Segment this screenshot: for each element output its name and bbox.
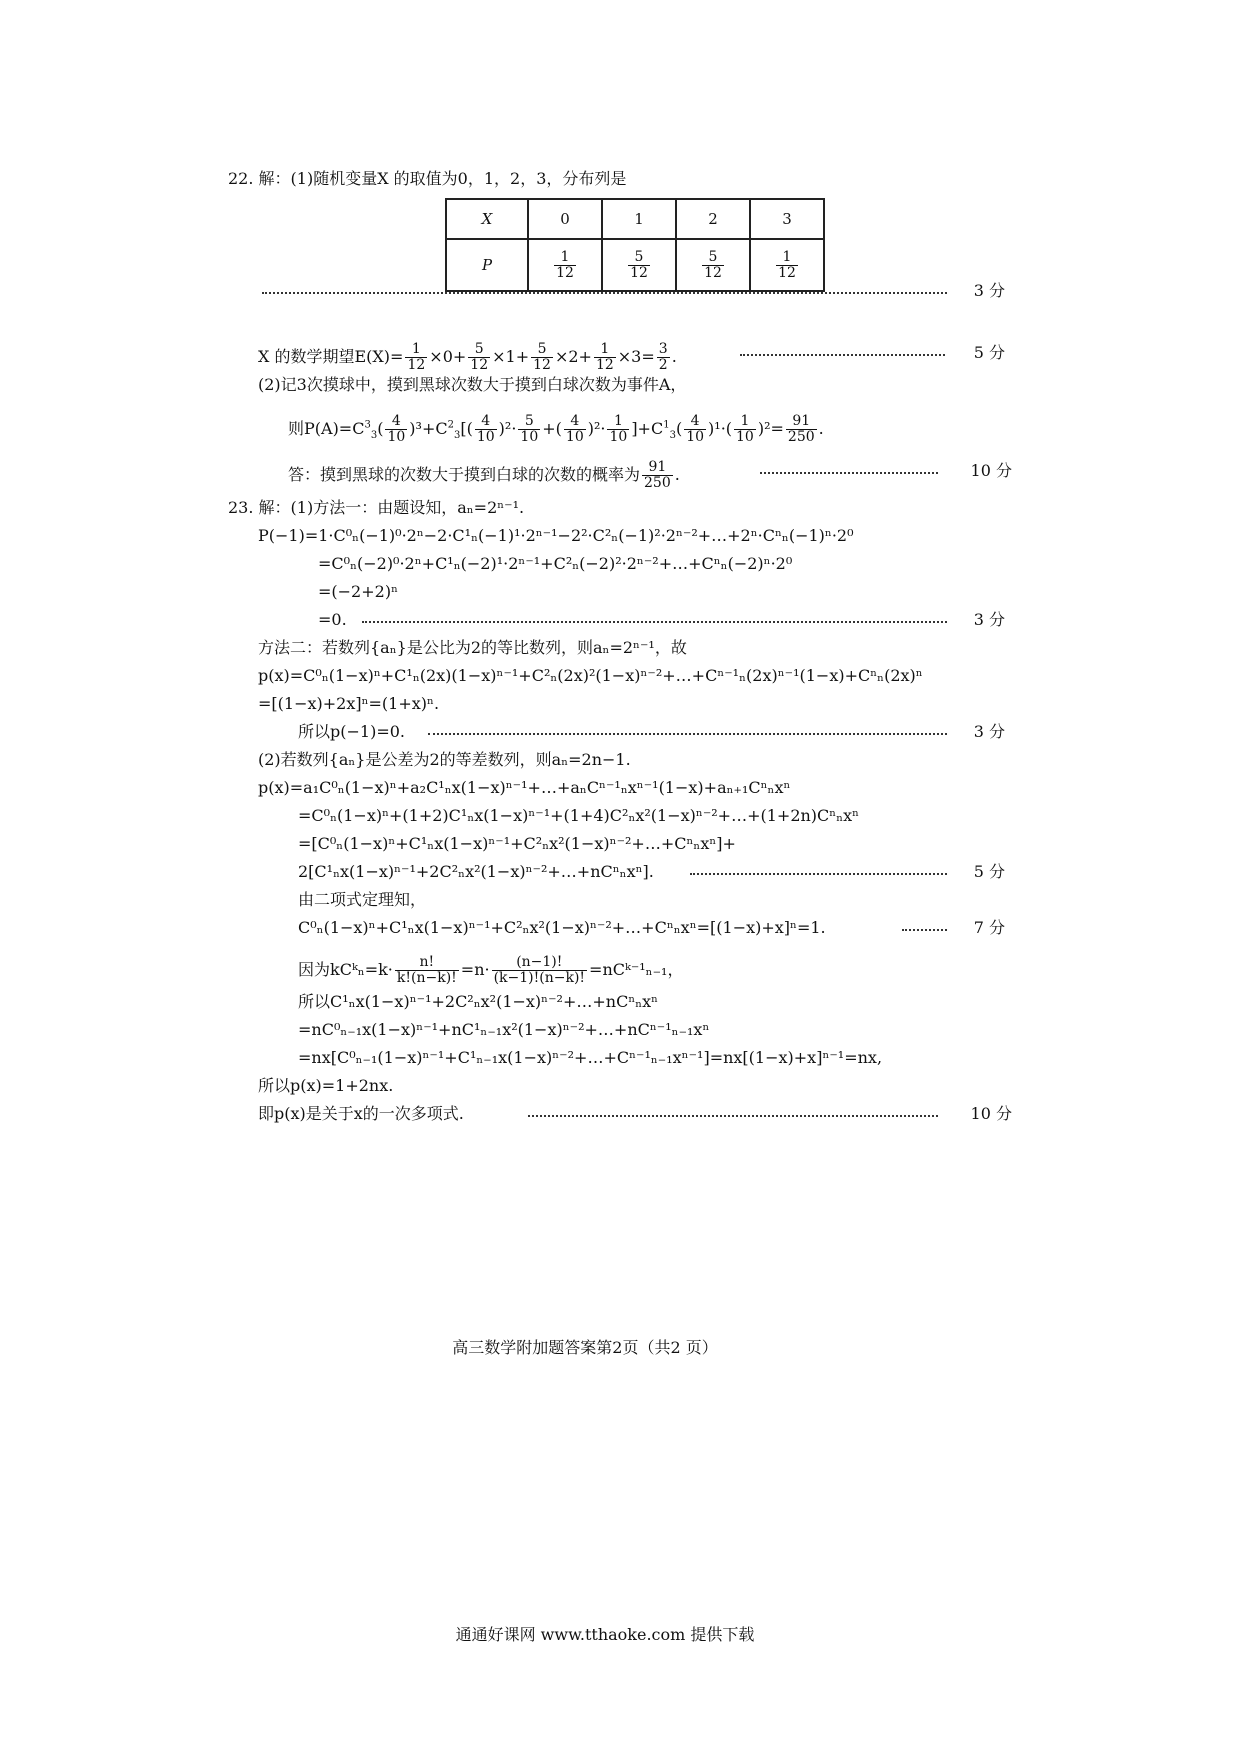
p2-denominator: 12 — [704, 264, 722, 281]
table-cell-p1 — [602, 239, 676, 291]
table-cell-p0 — [528, 239, 602, 291]
score-leader-dots — [760, 472, 938, 474]
q23-line: p(x)=a₁C⁰ₙ(1−x)ⁿ+a₂C¹ₙx(1−x)ⁿ⁻¹+…+aₙCⁿ⁻¹ₙxⁿ⁻¹(1−x)+aₙ₊₁Cⁿₙxⁿ — [258, 778, 791, 797]
score-table: 3 分 — [973, 281, 1005, 300]
table-cell-x3: 3 — [750, 199, 824, 239]
table-cell-x2: 2 — [676, 199, 750, 239]
score-leader-dots — [690, 873, 947, 875]
score-answer: 10 分 — [970, 461, 1012, 480]
score-leader-dots — [428, 733, 947, 735]
score-method2: 3 分 — [973, 722, 1005, 741]
score-leader-dots — [362, 621, 947, 623]
p0-numerator: 1 — [554, 250, 576, 266]
table-cell-p2 — [676, 239, 750, 291]
probability-line: 则$P(A)=C^3_3$( $\frac{4}{10}$ )$^3+C^2_3$[( $\frac{4}{10}$ )²· $\frac{5}{10}$ +( $\frac{4}{10}$ )²· $\frac{1}{10}$ ]$+C^1_3$( $\frac{4}{10}$ )¹·( $\frac{1}{10}$ )²= $\frac{91}{250}$ . — [288, 413, 824, 445]
q23-line: =nx[C⁰ₙ₋₁(1−x)ⁿ⁻¹+C¹ₙ₋₁x(1−x)ⁿ⁻²+…+Cⁿ⁻¹ₙ₋₁xⁿ⁻¹]=nx[(1−x)+x]ⁿ⁻¹=nx, — [298, 1048, 883, 1067]
p0-denominator: 12 — [556, 264, 574, 281]
q23-line: =(−2+2)ⁿ — [318, 582, 398, 601]
p2-numerator: 5 — [702, 250, 724, 266]
q23-line: P(−1)=1·C⁰ₙ(−1)⁰·2ⁿ−2·C¹ₙ(−1)¹·2ⁿ⁻¹−2²·C²ₙ(−1)²·2ⁿ⁻²+…+2ⁿ·Cⁿₙ(−1)ⁿ·2⁰ — [258, 526, 854, 545]
q23-line: 因为kCᵏₙ=k· $\frac{n!}{k!(n-k)!}$ =n· $\frac{(n-1)!}{(k-1)!(n-k)!}$ =nCᵏ⁻¹ₙ₋₁， — [298, 954, 684, 986]
score-leader-dots — [528, 1115, 938, 1117]
score-leader-dots — [262, 292, 947, 294]
p3-numerator: 1 — [776, 250, 798, 266]
q23-line: 所以p(−1)=0. — [298, 722, 405, 741]
q23-line: 由二项式定理知， — [298, 890, 427, 909]
q23-conclusion: 即p(x)是关于x的一次多项式. — [258, 1104, 464, 1123]
table-header-x: X — [446, 199, 528, 239]
score-expectation: 5 分 — [973, 343, 1005, 362]
q23-line: 2[C¹ₙx(1−x)ⁿ⁻¹+2C²ₙx²(1−x)ⁿ⁻²+…+nCⁿₙxⁿ]. — [298, 862, 654, 881]
q23-line: =nC⁰ₙ₋₁x(1−x)ⁿ⁻¹+nC¹ₙ₋₁x²(1−x)ⁿ⁻²+…+nCⁿ⁻¹ₙ₋₁xⁿ — [298, 1020, 710, 1039]
page-footer: 高三数学附加题答案第2页（共2 页） — [452, 1338, 718, 1357]
p1-denominator: 12 — [630, 264, 648, 281]
score-line14: 5 分 — [973, 862, 1005, 881]
p3-denominator: 12 — [778, 264, 796, 281]
score-method1: 3 分 — [973, 610, 1005, 629]
q23-line: =[C⁰ₙ(1−x)ⁿ+C¹ₙx(1−x)ⁿ⁻¹+C²ₙx²(1−x)ⁿ⁻²+…+Cⁿₙxⁿ]+ — [298, 834, 736, 853]
q23-line: p(x)=C⁰ₙ(1−x)ⁿ+C¹ₙ(2x)(1−x)ⁿ⁻¹+C²ₙ(2x)²(1−x)ⁿ⁻²+…+Cⁿ⁻¹ₙ(2x)ⁿ⁻¹(1−x)+Cⁿₙ(2x)ⁿ — [258, 666, 923, 685]
expectation-line: X 的数学期望E(X)= $\frac{1}{12}$ ×0+ $\frac{5}{12}$ ×1+ $\frac{5}{12}$ ×2+ $\frac{1}{12}$ ×3= $\frac{3}{2}$ . — [258, 341, 677, 373]
q22-intro: 22. 解：(1)随机变量X 的取值为0，1，2，3，分布列是 — [228, 169, 627, 188]
q23-line: =C⁰ₙ(1−x)ⁿ+(1+2)C¹ₙx(1−x)ⁿ⁻¹+(1+4)C²ₙx²(1−x)ⁿ⁻²+…+(1+2n)Cⁿₙxⁿ — [298, 806, 860, 825]
score-leader-dots — [902, 929, 947, 931]
q23-line: =C⁰ₙ(−2)⁰·2ⁿ+C¹ₙ(−2)¹·2ⁿ⁻¹+C²ₙ(−2)²·2ⁿ⁻²+…+Cⁿₙ(−2)ⁿ·2⁰ — [318, 554, 793, 573]
p1-numerator: 5 — [628, 250, 650, 266]
source-watermark: 通通好课网 www.tthaoke.com 提供下载 — [455, 1625, 755, 1644]
q23-line: =0. — [318, 610, 347, 629]
table-row-x — [446, 199, 824, 239]
answer-line: 答：摸到黑球的次数大于摸到白球的次数的概率为 $\frac{91}{250}$ . — [288, 459, 680, 491]
q23-method2-intro: 方法二：若数列{aₙ}是公比为2的等比数列，则aₙ=2ⁿ⁻¹，故 — [258, 638, 687, 657]
table-cell-x1: 1 — [602, 199, 676, 239]
table-row-p — [446, 239, 824, 291]
q23-line: 所以p(x)=1+2nx. — [258, 1076, 394, 1095]
table-header-p: P — [446, 239, 528, 291]
part2-intro: (2)记3次摸球中，摸到黑球次数大于摸到白球次数为事件A， — [258, 375, 687, 394]
distribution-table — [445, 198, 825, 292]
score-leader-dots — [740, 354, 945, 356]
table-cell-x0: 0 — [528, 199, 602, 239]
score-line16: 7 分 — [973, 918, 1005, 937]
q23-part2-intro: (2)若数列{aₙ}是公差为2的等差数列，则aₙ=2n−1. — [258, 750, 631, 769]
q23-line: 所以C¹ₙx(1−x)ⁿ⁻¹+2C²ₙx²(1−x)ⁿ⁻²+…+nCⁿₙxⁿ — [298, 992, 659, 1011]
q23-line: =[(1−x)+2x]ⁿ=(1+x)ⁿ. — [258, 694, 440, 713]
q23-method1-intro: 23. 解：(1)方法一：由题设知，aₙ=2ⁿ⁻¹. — [228, 498, 525, 517]
score-conclusion: 10 分 — [970, 1104, 1012, 1123]
q23-line: C⁰ₙ(1−x)ⁿ+C¹ₙx(1−x)ⁿ⁻¹+C²ₙx²(1−x)ⁿ⁻²+…+Cⁿₙxⁿ=[(1−x)+x]ⁿ=1. — [298, 918, 826, 937]
table-cell-p3 — [750, 239, 824, 291]
